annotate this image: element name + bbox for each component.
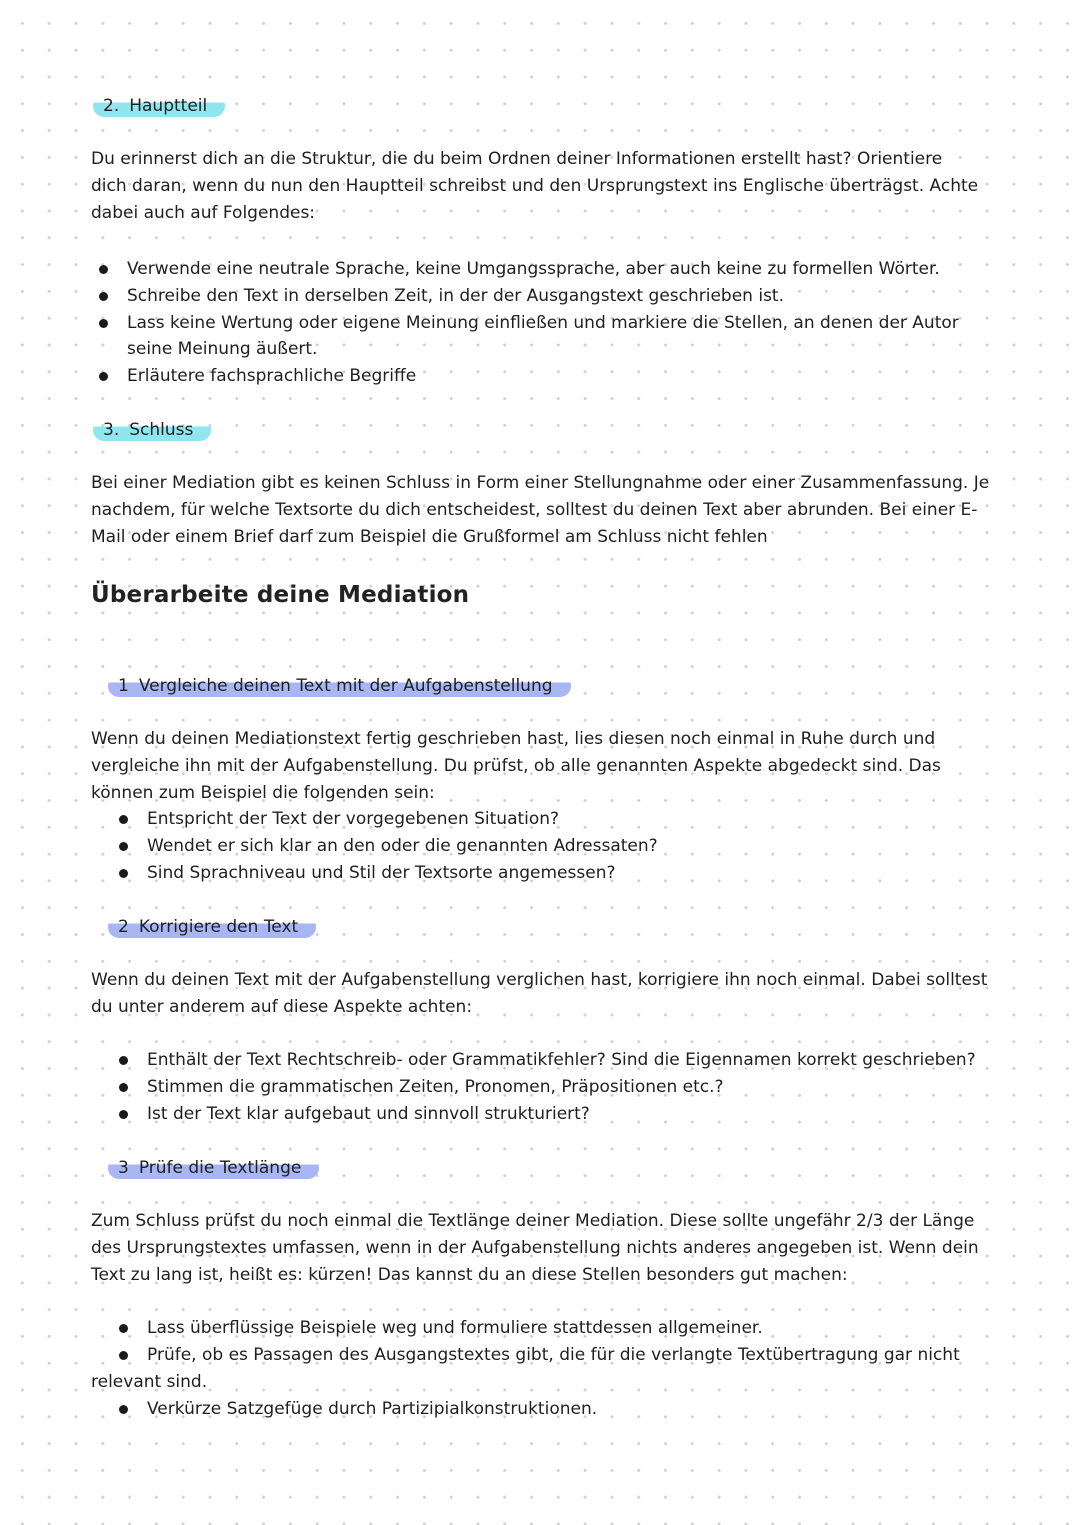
section-title: Hauptteil [129, 96, 208, 116]
paragraph-line: Wenn du deinen Text mit der Aufgabenstellung verglichen hast, korrigiere ihn noch einmal. Dabei solltest [91, 970, 988, 990]
step3-paragraph [91, 1208, 991, 1288]
list-item [111, 1047, 976, 1074]
step-label-correct [108, 916, 316, 938]
step1-paragraph [91, 726, 991, 806]
list-item-text: Enthält der Text Rechtschreib- oder Grammatikfehler? Sind die Eigennamen korrekt geschrieben? [147, 1050, 976, 1070]
paragraph-line: Zum Schluss prüfst du noch einmal die Textlänge deiner Mediation. Diese sollte ungefähr 2/3 der Länge [91, 1211, 975, 1231]
paragraph-line: Du erinnerst dich an die Struktur, die du beim Ordnen deiner Informationen erstellt hast? Orientiere [91, 149, 943, 169]
step-label-length [108, 1157, 319, 1179]
step3-orphan-line [91, 1369, 991, 1396]
list-item [111, 1074, 976, 1101]
page-heading: Überarbeite deine Mediation [91, 582, 470, 608]
list-item [91, 310, 959, 364]
list-item-text: Lass keine Wertung oder eigene Meinung einfließen und markiere die Stellen, an denen der Autor [127, 312, 959, 333]
step-number: 3 [118, 1158, 129, 1178]
list-item-text: Entspricht der Text der vorgegebenen Situation? [147, 809, 560, 829]
section-title: Schluss [129, 420, 194, 440]
step-label-compare [108, 675, 571, 697]
paragraph-line: dabei auch auf Folgendes: [91, 202, 316, 223]
section-number: 2. [103, 96, 120, 116]
list-item [111, 833, 658, 860]
list-item-continuation: seine Meinung äußert. [127, 339, 318, 360]
list-item-text: Verkürze Satzgefüge durch Partizipialkonstruktionen. [147, 1399, 598, 1419]
list-item [91, 363, 959, 390]
step1-bullet-list [111, 806, 658, 886]
paragraph-line: nachdem, für welche Textsorte du dich entscheidest, solltest du deinen Text aber abrunden. Bei einer E- [91, 499, 978, 520]
list-item-text: Verwende eine neutrale Sprache, keine Umgangssprache, aber auch keine zu formellen Wörter. [127, 259, 940, 279]
list-item-text: Prüfe, ob es Passagen des Ausgangstextes gibt, die für die verlangte Textübertragung gar nicht [147, 1344, 960, 1365]
step3-last-bullet [111, 1396, 597, 1423]
list-item-text: Erläutere fachsprachliche Begriffe [127, 366, 417, 387]
paragraph-line: du unter anderem auf diese Aspekte achten: [91, 996, 473, 1017]
step-title: Korrigiere den Text [138, 917, 299, 937]
paragraph-line: Wenn du deinen Mediationstext fertig geschrieben hast, lies diesen noch einmal in Ruhe durch und [91, 729, 936, 749]
step-title: Vergleiche deinen Text mit der Aufgabenstellung [138, 676, 553, 696]
hauptteil-bullet-list [91, 256, 959, 390]
section-label-schluss [93, 419, 211, 441]
paragraph-line: relevant sind. [91, 1372, 208, 1392]
step-title: Prüfe die Textlänge [138, 1158, 302, 1178]
schluss-paragraph [91, 470, 991, 550]
list-item-text: Ist der Text klar aufgebaut und sinnvoll strukturiert? [147, 1103, 590, 1124]
step-number: 1 [118, 676, 129, 696]
section-label-hauptteil [93, 95, 225, 117]
hauptteil-paragraph [91, 146, 991, 226]
step-number: 2 [118, 917, 129, 937]
list-item [111, 860, 658, 887]
paragraph-line: können zum Beispiel die folgenden sein: [91, 782, 435, 803]
paragraph-line: Mail oder einem Brief darf zum Beispiel die Grußformel am Schluss nicht fehlen [91, 526, 768, 547]
paragraph-line: Text zu lang ist, heißt es: kürzen! Das kannst du an diese Stellen besonders gut machen: [91, 1264, 848, 1285]
list-item-text: Sind Sprachniveau und Stil der Textsorte angemessen? [147, 862, 616, 883]
list-item [111, 1315, 960, 1342]
list-item [91, 283, 959, 310]
paragraph-line: vergleiche ihn mit der Aufgabenstellung. Du prüfst, ob alle genannten Aspekte abgedeckt sind. Das [91, 755, 941, 776]
step2-bullet-list [111, 1047, 976, 1127]
list-item [111, 1342, 960, 1369]
list-item-text: Schreibe den Text in derselben Zeit, in der der Ausgangstext geschrieben ist. [127, 285, 784, 306]
list-item-text: Wendet er sich klar an den oder die genannten Adressaten? [147, 835, 658, 856]
step2-paragraph [91, 967, 991, 1021]
section-number: 3. [103, 420, 120, 440]
paragraph-line: des Ursprungstextes umfassen, wenn in der Aufgabenstellung nichts anderes angegeben ist. Wenn dein [91, 1237, 979, 1258]
paragraph-line: Bei einer Mediation gibt es keinen Schluss in Form einer Stellungnahme oder einer Zusammenfassung. Je [91, 473, 990, 493]
list-item [111, 1396, 597, 1423]
step3-bullet-list [111, 1315, 960, 1369]
list-item [111, 806, 658, 833]
paragraph-line: dich daran, wenn du nun den Hauptteil schreibst und den Ursprungstext ins Englische überträgst. Achte [91, 175, 979, 196]
list-item-text: Lass überflüssige Beispiele weg und formuliere stattdessen allgemeiner. [147, 1318, 763, 1338]
list-item-text: Stimmen die grammatischen Zeiten, Pronomen, Präpositionen etc.? [147, 1076, 724, 1097]
list-item [91, 256, 959, 283]
list-item [111, 1101, 976, 1128]
